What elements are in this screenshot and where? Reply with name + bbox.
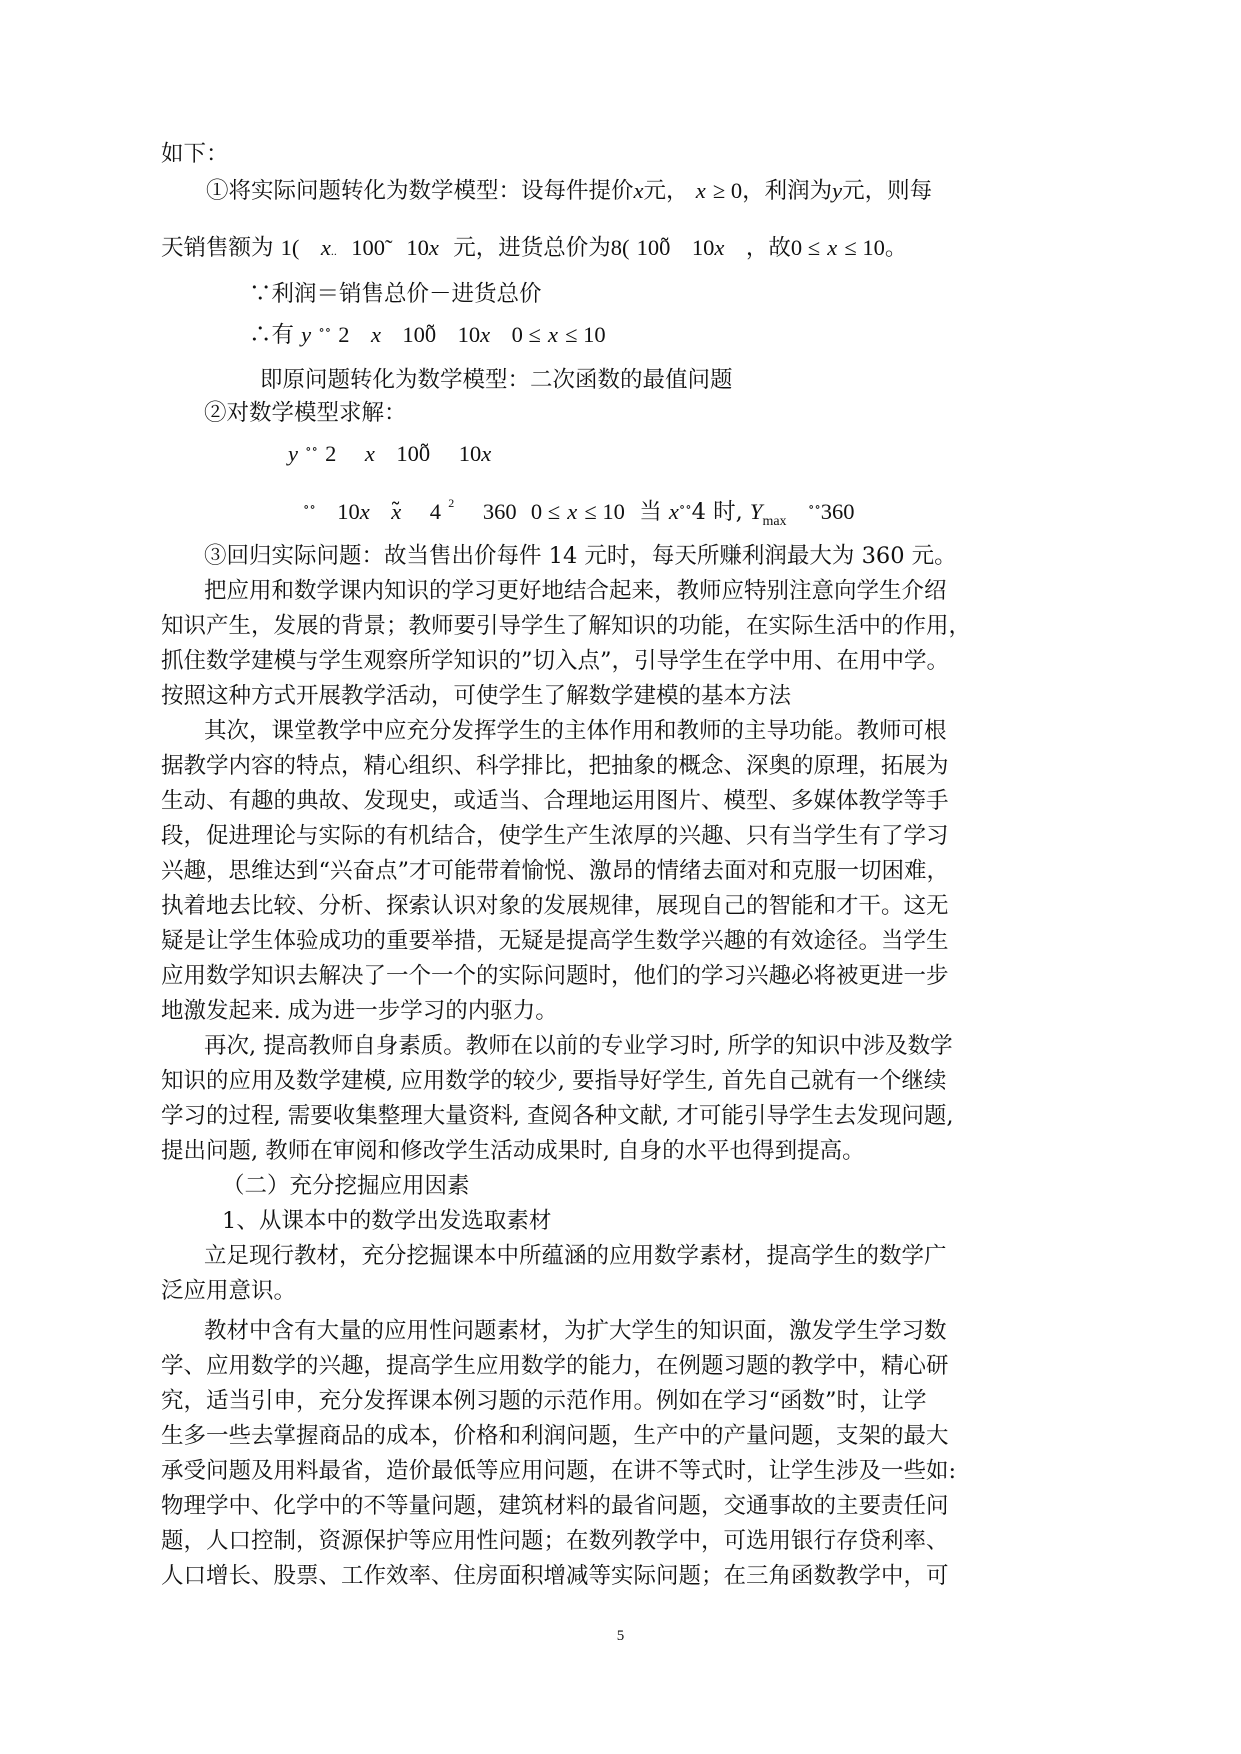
text-line: 生动、有趣的典故、发现史，或适当、合理地运用图片、模型、多媒体教学等手: [161, 788, 949, 814]
text-line: 按照这种方式开展教学活动，可使学生了解数学建模的基本方法: [161, 683, 792, 709]
math-expr: 100: [396, 441, 431, 466]
math-expr: 10: [457, 322, 481, 347]
text-line: ②对数学模型求解：: [204, 400, 407, 426]
math-var: x: [359, 499, 370, 524]
math-var: y: [288, 441, 298, 466]
math-expr: 0 ≤: [511, 322, 541, 347]
text-line: 泛应用意识。: [161, 1278, 297, 1304]
math-expr: ≤ 10: [565, 322, 606, 347]
subsection-heading: 1、从课本中的数学出发选取素材: [222, 1208, 552, 1234]
math-expr: 100: [402, 322, 437, 347]
text-line: ③回归实际问题：故当售出价每件 14 元时，每天所赚利润最大为 360 元。: [204, 543, 957, 569]
math-line: ∘∘ 10x x̃ 4 $^2$ 360 0 ≤ x ≤ 10 当 x∘∘4 时, $Y_{max}$ ∘∘360: [303, 496, 855, 529]
math-var: y: [832, 178, 843, 203]
text-span: 元，则每: [842, 178, 933, 204]
text-span: 元，进货总价为: [453, 235, 611, 261]
math-expr: 100: [636, 235, 671, 260]
text-span: ∴有: [249, 322, 295, 348]
text-line: 生多一些去掌握商品的成本，价格和利润问题，生产中的产量问题，支架的最大: [161, 1423, 949, 1449]
text-line: 教材中含有大量的应用性问题素材，为扩大学生的知识面，激发学生学习数: [204, 1318, 947, 1344]
math-var: x: [428, 235, 439, 260]
text-line: 应用数学知识去解决了一个一个的实际问题时，他们的学习兴趣必将被更进一步: [161, 963, 949, 989]
math-subscript: max: [762, 514, 787, 529]
text-line: 学、应用数学的兴趣，提高学生应用数学的能力，在例题习题的教学中，精心研: [161, 1353, 949, 1379]
text-line: 立足现行教材，充分挖掘课本中所蕴涵的应用数学素材，提高学生的数学广: [204, 1243, 947, 1269]
text-line: 据教学内容的特点，精心组织、科学排比，把抽象的概念、深奥的原理，拓展为: [161, 753, 949, 779]
math-expr: 4: [429, 499, 442, 524]
math-line: y ∘∘ 2 x 100̃ 10x: [288, 441, 492, 467]
math-var: x: [668, 499, 679, 524]
text-line: ∴有 y ∘∘ 2 x 100̃ 10x 0 ≤ x ≤ 10: [249, 322, 606, 348]
math-var: x: [714, 235, 725, 260]
math-expr: 0 ≤: [530, 499, 561, 524]
text-line: 再次, 提高教师自身素质。教师在以前的专业学习时, 所学的知识中涉及数学: [204, 1033, 953, 1059]
text-span: 元，: [643, 178, 689, 204]
text-line: 兴趣，思维达到“兴奋点”才可能带着愉悦、激昂的情绪去面对和克服一切困难，: [161, 858, 950, 884]
math-expr: 100: [351, 235, 385, 260]
text-span: ，利润为: [742, 178, 833, 204]
math-var: x: [633, 178, 644, 203]
math-dots: ..: [330, 244, 337, 258]
text-line: 人口增长、股票、工作效率、住房面积增减等实际问题；在三角函数教学中，可: [161, 1563, 949, 1589]
math-expr: 10: [458, 441, 482, 466]
math-expr: ≤ 10: [584, 499, 625, 524]
math-var: x: [548, 322, 558, 347]
math-var: x: [320, 235, 331, 260]
math-expr: ≥ 0: [712, 178, 743, 203]
text-span: ①将实际问题转化为数学模型：设每件提价: [206, 178, 634, 204]
math-expr: 2: [338, 322, 350, 347]
math-var: x: [827, 235, 838, 260]
text-line: 题，人口控制，资源保护等应用性问题；在数列教学中，可选用银行存贷利率、: [161, 1528, 949, 1554]
math-expr: 360: [820, 499, 855, 524]
math-expr: 10: [337, 499, 360, 524]
math-expr: 1(: [280, 235, 300, 260]
text-span: 当: [639, 499, 662, 525]
text-line: 段，促进理论与实际的有机结合，使学生产生浓厚的兴趣、只有当学生有了学习: [161, 823, 949, 849]
math-var: x: [481, 441, 492, 466]
math-exponent: 2: [448, 496, 455, 510]
math-expr: 2: [325, 441, 337, 466]
text-line: 物理学中、化学中的不等量问题，建筑材料的最省问题，交通事故的主要责任问: [161, 1493, 949, 1519]
math-var: x: [480, 322, 491, 347]
math-expr: 10: [691, 235, 715, 260]
math-var: x: [370, 322, 381, 347]
math-var: x: [364, 441, 375, 466]
math-var: x: [695, 178, 706, 203]
math-expr: ≤ 10: [844, 235, 885, 260]
text-line: 如下：: [161, 141, 229, 167]
text-line: 承受问题及用料最省，造价最低等应用问题，在讲不等式时，让学生涉及一些如:: [161, 1458, 957, 1484]
math-var: x: [391, 499, 402, 524]
math-expr: 10: [406, 235, 429, 260]
math-expr: 0 ≤: [790, 235, 821, 260]
text-line: 即原问题转化为数学模型：二次函数的最值问题: [260, 367, 733, 393]
math-var: x: [567, 499, 578, 524]
text-span: 4 时,: [691, 499, 743, 525]
math-var: y: [301, 322, 312, 347]
text-line: 把应用和数学课内知识的学习更好地结合起来，教师应特别注意向学生介绍: [204, 578, 947, 604]
text-span: ，故: [745, 235, 791, 261]
text-line: 提出问题, 教师在审阅和修改学生活动成果时, 自身的水平也得到提高。: [161, 1138, 865, 1164]
text-line: 知识的应用及数学建模, 应用数学的较少, 要指导好学生, 首先自己就有一个继续: [161, 1068, 947, 1094]
text-line: 究，适当引申，充分发挥课本例习题的示范作用。例如在学习“函数”时，让学: [161, 1388, 927, 1414]
text-line: 疑是让学生体验成功的重要举措，无疑是提高学生数学兴趣的有效途径。当学生: [161, 928, 949, 954]
text-line: [206, 180, 932, 203]
math-expr: 8(: [610, 235, 630, 260]
text-line: 其次，课堂教学中应充分发挥学生的主体作用和教师的主导功能。教师可根: [204, 718, 947, 744]
math-var: Y: [749, 499, 763, 524]
text-line: 抓住数学建模与学生观察所学知识的”切入点”，引导学生在学中用、在用中学。: [161, 648, 950, 674]
text-span: 。: [884, 235, 908, 261]
text-line: 知识产生，发展的背景；教师要引导学生了解知识的功能，在实际生活中的作用，: [161, 613, 972, 639]
text-line: 执着地去比较、分析、探索认识对象的发展规律，展现自己的智能和才干。这无: [161, 893, 949, 919]
section-heading: （二）充分挖掘应用因素: [222, 1173, 470, 1199]
text-line: 天销售额为 1( x.. 100 10x 元，进货总价为8( 100̃ 10x ，故0 ≤ x ≤ 10。: [161, 235, 908, 261]
text-line: ∵利润＝销售总价－进货总价: [249, 281, 542, 307]
math-expr: 360: [482, 499, 517, 524]
page-number: 5: [616, 1628, 625, 1644]
text-span: 天销售额为: [161, 235, 274, 261]
text-line: 地激发起来. 成为进一步学习的内驱力。: [161, 998, 558, 1024]
text-line: 学习的过程, 需要收集整理大量资料, 查阅各种文献, 才可能引导学生去发现问题,: [161, 1103, 954, 1129]
